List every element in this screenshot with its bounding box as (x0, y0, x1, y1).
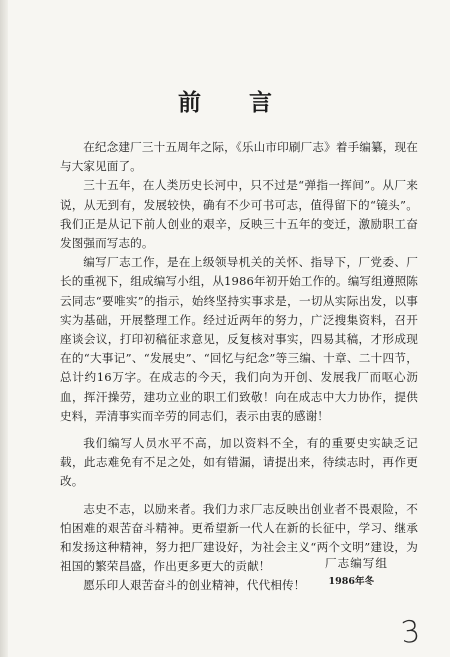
page-title: 前 言 (177, 89, 292, 116)
paragraph-2: 三十五年，在人类历史长河中，只不过是“弹指一挥间”。从厂来说，从无到有，发展较快，确有不少可书可志，值得留下的“镜头”。我们正是从记下前人创业的艰辛，反映三十五年的变迁，激励职工奋发图强而写志的。 (60, 178, 418, 251)
date: 1986年冬 (328, 576, 374, 587)
page-number: 3 (399, 614, 422, 651)
paragraph-4: 我们编写人员水平不高，加以资料不全，有的重要史实缺乏记载，此志难免有不足之处，如有错漏，请提出来，待续志时，再作更改。 (60, 436, 418, 489)
paragraph-1: 在纪念建厂三十五周年之际，《乐山市印刷厂志》着手编纂，现在与大家见面了。 (60, 140, 418, 174)
paragraph-3: 编写厂志工作，是在上级领导机关的关怀、指导下，厂党委、厂长的重视下，组成编写小组，从1986年初开始工作的。编写组遵照陈云同志“要唯实”的指示，始终坚持实事求是，一切从实际出发，以事实为基础，开展整理工作。经过近两年的努力，广泛搜集资料，召开座谈会议，打印初稿征求意见，反复核对事实，四易其稿，才形成现在的“大事记”、“发展史”、“回忆与纪念”等三编、十章、二十四节，总计约16万字。在成志的今天，我们向为开创、发展我厂而呕心沥血，挥汗操劳，建功立业的职工们致敬！向在成志中大力协作，提供史料，弄清事实而辛劳的同志们，表示由衷的感谢！ (60, 255, 418, 423)
paragraph-6: 愿乐印人艰苦奋斗的创业精神，代代相传！ (83, 578, 306, 593)
signature: 厂志编写组 (325, 556, 388, 570)
document-body (60, 138, 418, 596)
paragraph-5: 志史不志，以励来者。我们力求厂志反映出创业者不畏艰险，不怕困难的艰苦奋斗精神。更希望新一代人在新的长征中，学习、继承和发扬这种精神，努力把厂建设好，为社会主义“两个文明”建设，为祖国的繁荣昌盛，作出更多更大的贡献！ (60, 501, 418, 574)
